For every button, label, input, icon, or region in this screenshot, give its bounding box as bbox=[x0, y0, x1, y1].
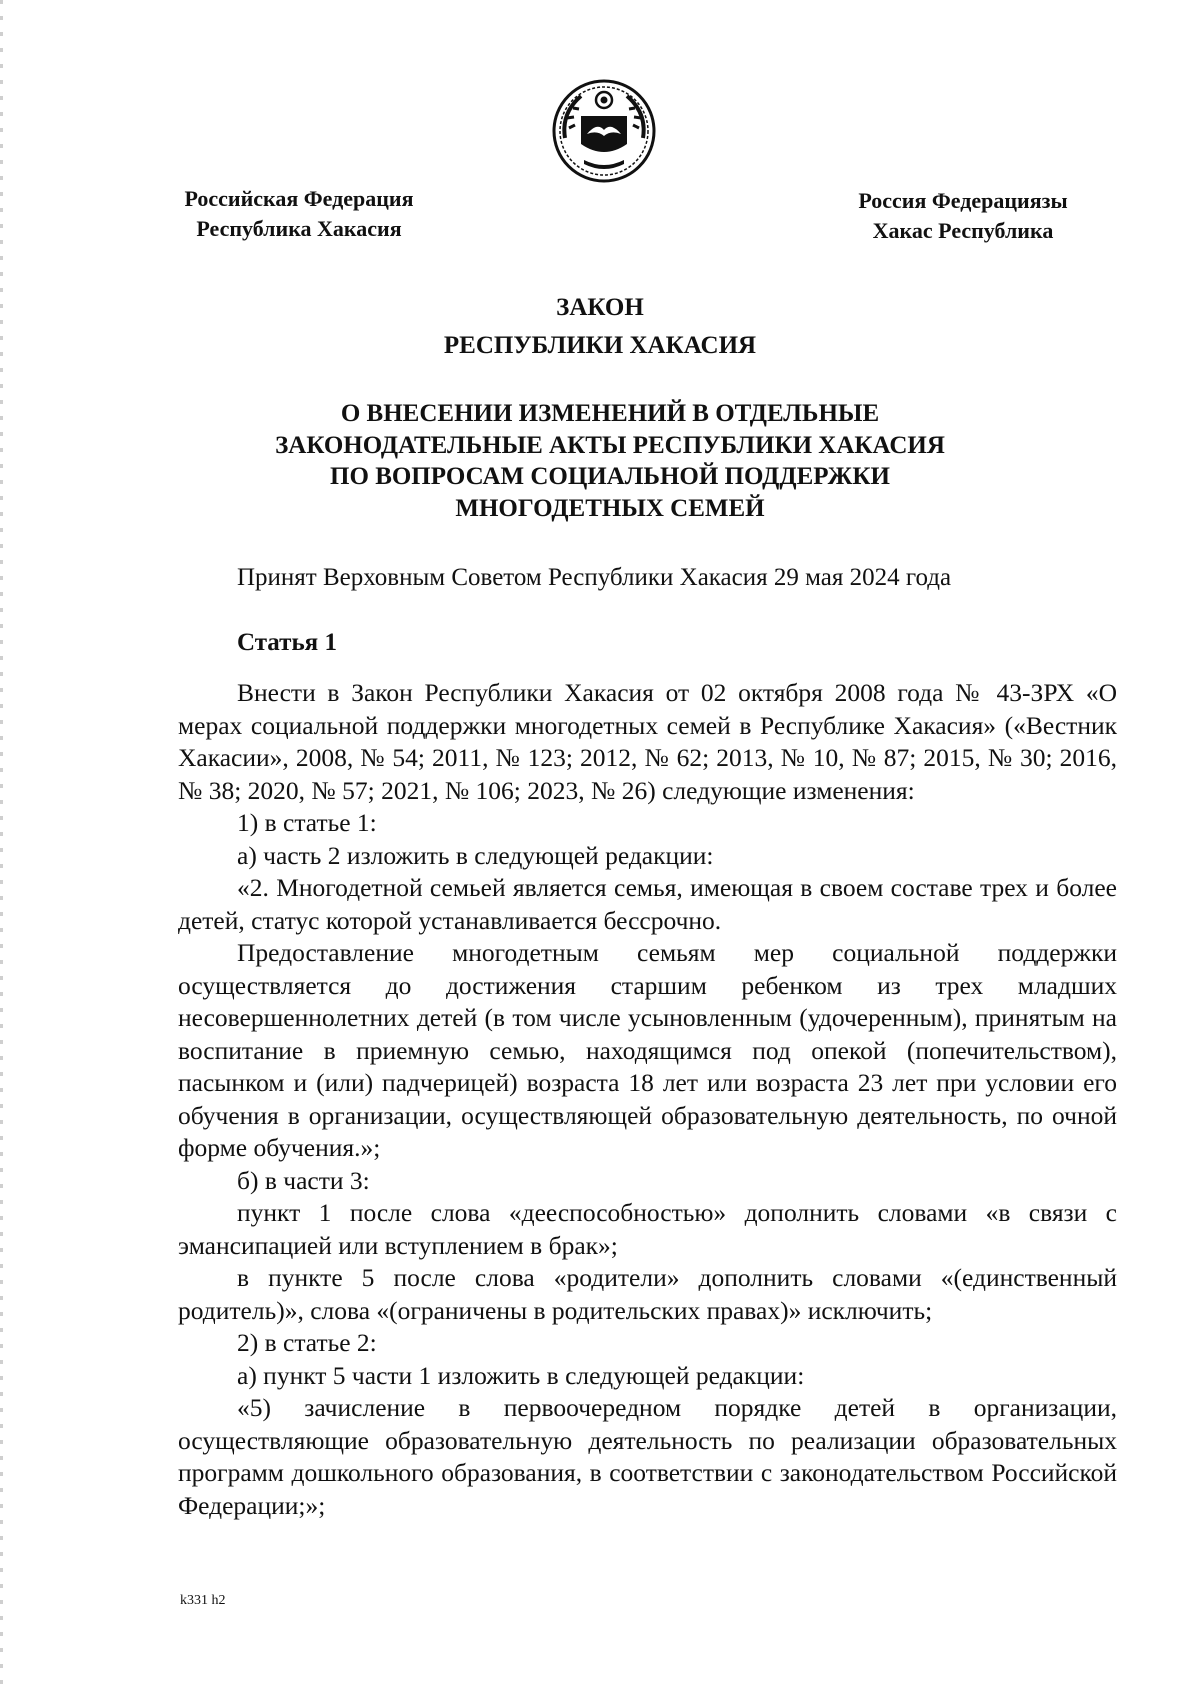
law-title-republic: РЕСПУБЛИКИ ХАКАСИЯ bbox=[443, 332, 757, 359]
subtitle-line3: ПО ВОПРОСАМ СОЦИАЛЬНОЙ ПОДДЕРЖКИ bbox=[330, 463, 890, 490]
law-title: ЗАКОН bbox=[556, 294, 644, 321]
subtitle-line4: МНОГОДЕТНЫХ СЕМЕЙ bbox=[455, 494, 765, 522]
paragraph: пункт 1 после слова «дееспособностью» дополнить словами «в связи с эмансипацией или вступлением в брак»; bbox=[178, 1198, 1117, 1260]
paragraph: Предоставление многодетным семьям мер социальной поддержки осуществляется до достижения старшим ребенком из трех младших несовершеннолетних детей (в том числе усыновленным (удочеренным), принятым на воспитание в приемную семью, находящимся под опекой (попечительством), пасынком и (или) падчерицей) возраста 18 лет или возраста 23 лет при условии его обучения в организации, осуществляющей образовательную деятельность, по очной форме обучения.»; bbox=[178, 938, 1117, 1162]
adoption-line: Принят Верховным Советом Республики Хакасия 29 мая 2024 года bbox=[237, 564, 952, 591]
paragraph: «2. Многодетной семьей является семья, имеющая в своем составе трех и более детей, статус которой устанавливается бессрочно. bbox=[178, 873, 1117, 935]
header-left-line2: Республика Хакасия bbox=[196, 216, 402, 241]
subtitle-line1: О ВНЕСЕНИИ ИЗМЕНЕНИЙ В ОТДЕЛЬНЫЕ bbox=[340, 400, 880, 427]
header-right-line1: Россия Федерациязы bbox=[858, 188, 1068, 213]
paragraph: 1) в статье 1: bbox=[237, 808, 377, 837]
law-subtitle bbox=[150, 398, 1070, 524]
paragraph: 2) в статье 2: bbox=[237, 1328, 377, 1357]
article-body bbox=[178, 677, 1117, 1522]
paragraph: Внести в Закон Республики Хакасия от 02 октября 2008 года № 43-ЗРХ «О мерах социальной поддержки многодетных семей в Республике Хакасия» («Вестник Хакасии», 2008, № 54; 2011, № 123; 2012, № 62; 2013, № 10, № 87; 2015, № 30; 2016, № 38; 2020, № 57; 2021, № 106; 2023, № 26) следующие изменения: bbox=[178, 678, 1117, 805]
header-right-line2: Хакас Республика bbox=[872, 218, 1054, 243]
paragraph: а) часть 2 изложить в следующей редакции: bbox=[237, 840, 714, 870]
scan-edge-marks bbox=[0, 0, 3, 1686]
header-right bbox=[842, 186, 1084, 246]
subtitle-line2: ЗАКОНОДАТЕЛЬНЫЕ АКТЫ РЕСПУБЛИКИ ХАКАСИЯ bbox=[275, 431, 945, 459]
footer-code: k331 h2 bbox=[180, 1593, 226, 1608]
paragraph: а) пункт 5 части 1 изложить в следующей редакции: bbox=[237, 1360, 805, 1390]
header-left-line1: Российская Федерация bbox=[184, 186, 414, 211]
article-heading: Статья 1 bbox=[237, 629, 337, 656]
paragraph: «5) зачисление в первоочередном порядке детей в организации, осуществляющие образовательную деятельность по реализации образовательных программ дошкольного образования, в соответствии с законодательством Российской Федерации;»; bbox=[178, 1393, 1117, 1520]
paragraph: б) в части 3: bbox=[237, 1165, 370, 1195]
header-left bbox=[170, 184, 428, 244]
paragraph: в пункте 5 после слова «родители» дополнить словами «(единственный родитель)», слова «(ограничены в родительских правах)» исключить; bbox=[178, 1263, 1117, 1325]
coat-of-arms-icon bbox=[551, 78, 657, 184]
